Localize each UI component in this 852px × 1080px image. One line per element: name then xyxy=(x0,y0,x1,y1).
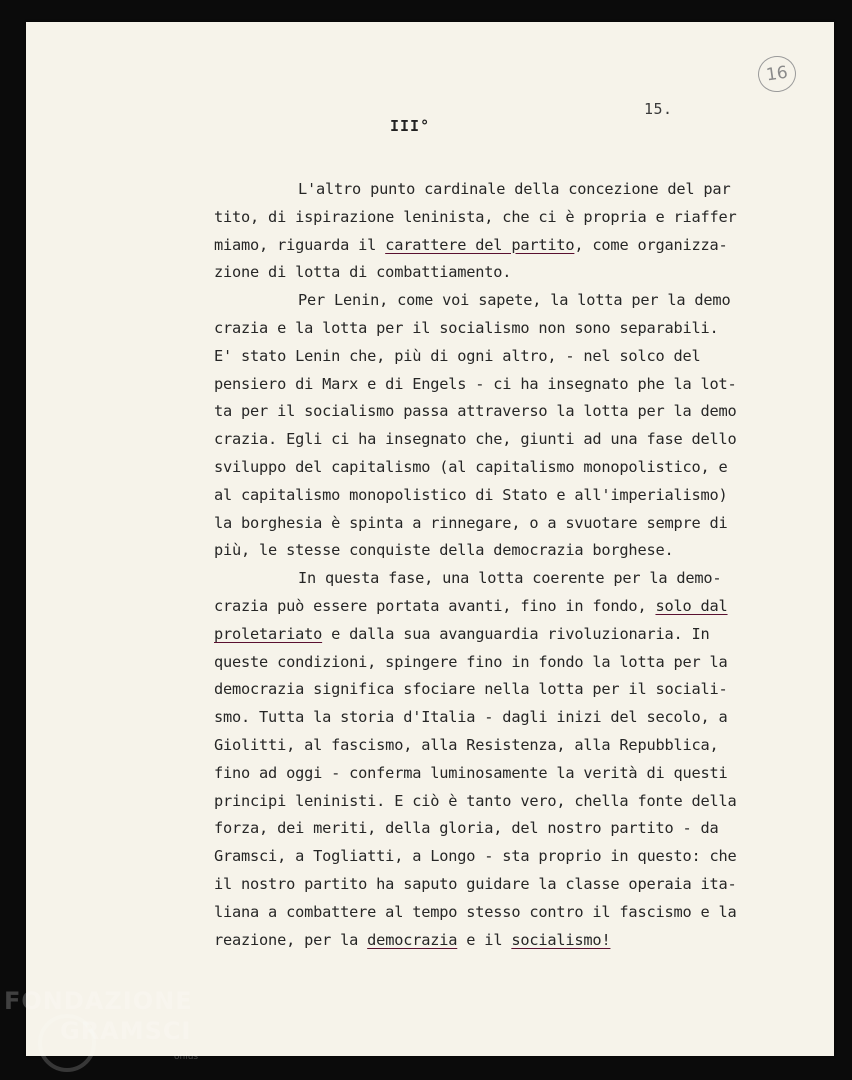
underlined-phrase: democrazia xyxy=(367,930,458,949)
text-line: Per Lenin, come voi sapete, la lotta per la demo xyxy=(298,291,731,310)
text-line: il nostro partito ha saputo guidare la classe operaia ita- xyxy=(214,874,737,893)
section-heading: III° xyxy=(390,117,431,135)
underlined-phrase: socialismo! xyxy=(511,930,611,949)
text-line: crazia può essere portata avanti, fino in fondo, solo dal xyxy=(214,596,728,615)
text-line: fino ad oggi - conferma luminosamente la verità di questi xyxy=(214,763,728,782)
watermark-line2: GRAMSCI xyxy=(60,1017,192,1045)
page-number: 15. xyxy=(644,100,673,118)
text-line: principi leninisti. E ciò è tanto vero, chella fonte della xyxy=(214,791,737,810)
text-line: democrazia significa sfociare nella lotta per il sociali- xyxy=(214,680,728,699)
text-line: reazione, per la democrazia e il socialismo! xyxy=(214,930,611,949)
text-line: ta per il socialismo passa attraverso la lotta per la demo xyxy=(214,402,737,421)
text-line: smo. Tutta la storia d'Italia - dagli inizi del secolo, a xyxy=(214,708,728,727)
text-line: sviluppo del capitalismo (al capitalismo monopolistico, e xyxy=(214,457,728,476)
text-line: liana a combattere al tempo stesso contro il fascismo e la xyxy=(214,902,737,921)
watermark-small: onlus xyxy=(174,1052,199,1062)
text-line: Gramsci, a Togliatti, a Longo - sta proprio in questo: che xyxy=(214,847,737,866)
text-line: In questa fase, una lotta coerente per la demo- xyxy=(298,569,722,588)
text-line: miamo, riguarda il carattere del partito, come organizza- xyxy=(214,235,728,254)
text-line: zione di lotta di combattiamento. xyxy=(214,263,512,282)
text-line: crazia. Egli ci ha insegnato che, giunti ad una fase dello xyxy=(214,430,737,449)
text-line: forza, dei meriti, della gloria, del nostro partito - da xyxy=(214,819,719,838)
watermark xyxy=(4,986,193,1046)
underlined-phrase: solo dal xyxy=(655,596,728,615)
text-line: la borghesia è spinta a rinnegare, o a svuotare sempre di xyxy=(214,513,728,532)
text-line: L'altro punto cardinale della concezione del par xyxy=(298,180,731,198)
text-line: pensiero di Marx e di Engels - ci ha insegnato phe la lot- xyxy=(214,374,737,393)
text-line: proletariato e dalla sua avanguardia rivoluzionaria. In xyxy=(214,624,710,643)
text-line: tito, di ispirazione leninista, che ci è propria e riaffer xyxy=(214,207,737,226)
text-line: più, le stesse conquiste della democrazia borghese. xyxy=(214,541,674,560)
text-line: E' stato Lenin che, più di ogni altro, - nel solco del xyxy=(214,346,701,365)
text-line: crazia e la lotta per il socialismo non sono separabili. xyxy=(214,318,719,337)
watermark-line1: FONDAZIONE xyxy=(4,987,193,1015)
typed-text-body xyxy=(214,176,784,954)
underlined-phrase: proletariato xyxy=(214,624,323,643)
text-line: Giolitti, al fascismo, alla Resistenza, alla Repubblica, xyxy=(214,735,719,754)
underlined-phrase: carattere del partito xyxy=(385,235,575,254)
text-line: al capitalismo monopolistico di Stato e all'imperialismo) xyxy=(214,485,728,504)
archive-number: 16 xyxy=(764,62,790,86)
text-line: queste condizioni, spingere fino in fondo la lotta per la xyxy=(214,652,728,671)
